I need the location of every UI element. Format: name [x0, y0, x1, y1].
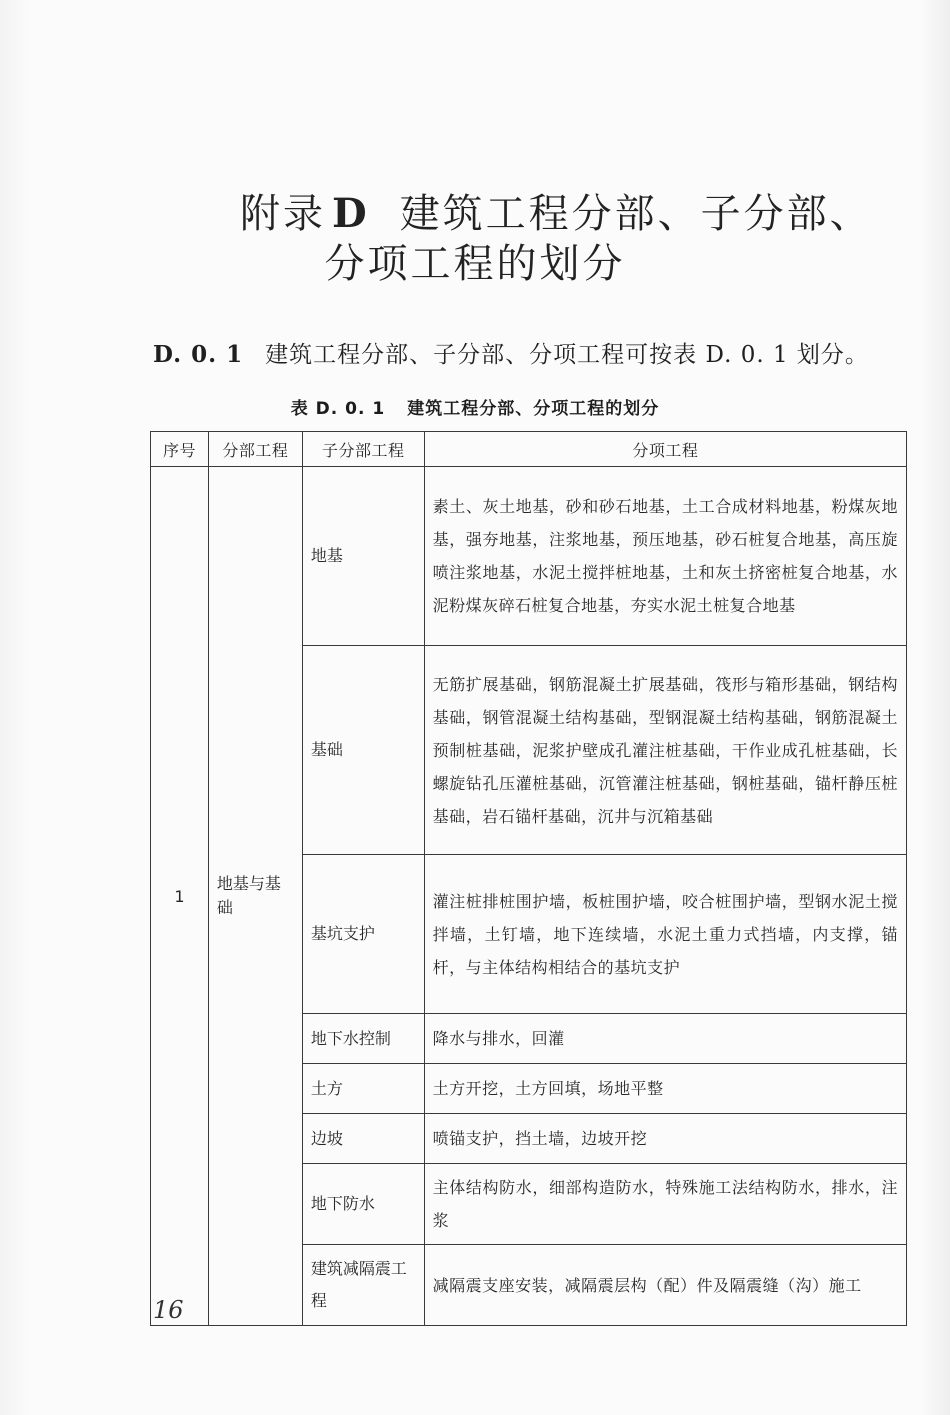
items-cell: 土方开挖，土方回填，场地平整	[424, 1064, 906, 1114]
title-text-1: 建筑工程分部、子分部、	[399, 191, 873, 237]
appendix-title-line-1	[80, 188, 910, 240]
header-seq: 序号	[151, 432, 209, 467]
subdivision-cell: 地基	[302, 467, 424, 646]
division-cell: 地基与基础	[208, 467, 302, 1326]
table-caption	[0, 394, 950, 419]
subdivision-cell: 地下水控制	[302, 1014, 424, 1064]
table-caption-text: 建筑工程分部、分项工程的划分	[407, 399, 660, 419]
appendix-label: 附录	[240, 191, 326, 237]
subdivision-cell: 基坑支护	[302, 855, 424, 1014]
subdivision-cell: 边坡	[302, 1114, 424, 1164]
header-items: 分项工程	[424, 432, 906, 467]
clause-text: 建筑工程分部、子分部、分项工程可按表 D. 0. 1 划分。	[265, 342, 869, 368]
subdivision-cell: 基础	[302, 646, 424, 855]
table-header-row	[151, 432, 907, 467]
header-subdivision: 子分部工程	[302, 432, 424, 467]
items-cell: 减隔震支座安装，减隔震层构（配）件及隔震缝（沟）施工	[424, 1245, 906, 1326]
items-cell: 喷锚支护，挡土墙，边坡开挖	[424, 1114, 906, 1164]
items-cell: 灌注桩排桩围护墙，板桩围护墙，咬合桩围护墙，型钢水泥土搅拌墙，土钉墙，地下连续墙，水泥土重力式挡墙，内支撑，锚杆，与主体结构相结合的基坑支护	[424, 855, 906, 1014]
subdivision-cell: 地下防水	[302, 1164, 424, 1245]
division-table	[150, 431, 907, 1326]
table-caption-number: 表 D. 0. 1	[290, 399, 386, 419]
items-cell: 主体结构防水，细部构造防水，特殊施工法结构防水，排水，注浆	[424, 1164, 906, 1245]
seq-cell: 1	[151, 467, 209, 1326]
subdivision-cell: 建筑减隔震工程	[302, 1245, 424, 1326]
items-cell: 素土、灰土地基，砂和砂石地基，土工合成材料地基，粉煤灰地基，强夯地基，注浆地基，预压地基，砂石桩复合地基，高压旋喷注浆地基，水泥土搅拌桩地基，土和灰土挤密桩复合地基，水泥粉煤灰碎石桩复合地基，夯实水泥土桩复合地基	[424, 467, 906, 646]
items-cell: 降水与排水，回灌	[424, 1014, 906, 1064]
subdivision-cell: 土方	[302, 1064, 424, 1114]
page-number: 16	[153, 1296, 184, 1324]
clause-paragraph	[153, 338, 913, 372]
appendix-title-line-2: 分项工程的划分	[324, 241, 626, 287]
clause-number: D. 0. 1	[153, 341, 244, 368]
appendix-letter: D	[332, 190, 370, 237]
items-cell: 无筋扩展基础，钢筋混凝土扩展基础，筏形与箱形基础，钢结构基础，钢管混凝土结构基础，型钢混凝土结构基础，钢筋混凝土预制桩基础，泥浆护壁成孔灌注桩基础，干作业成孔桩基础，长螺旋钻孔压灌桩基础，沉管灌注桩基础，钢桩基础，锚杆静压桩基础，岩石锚杆基础，沉井与沉箱基础	[424, 646, 906, 855]
header-division: 分部工程	[208, 432, 302, 467]
table-row	[151, 467, 907, 646]
